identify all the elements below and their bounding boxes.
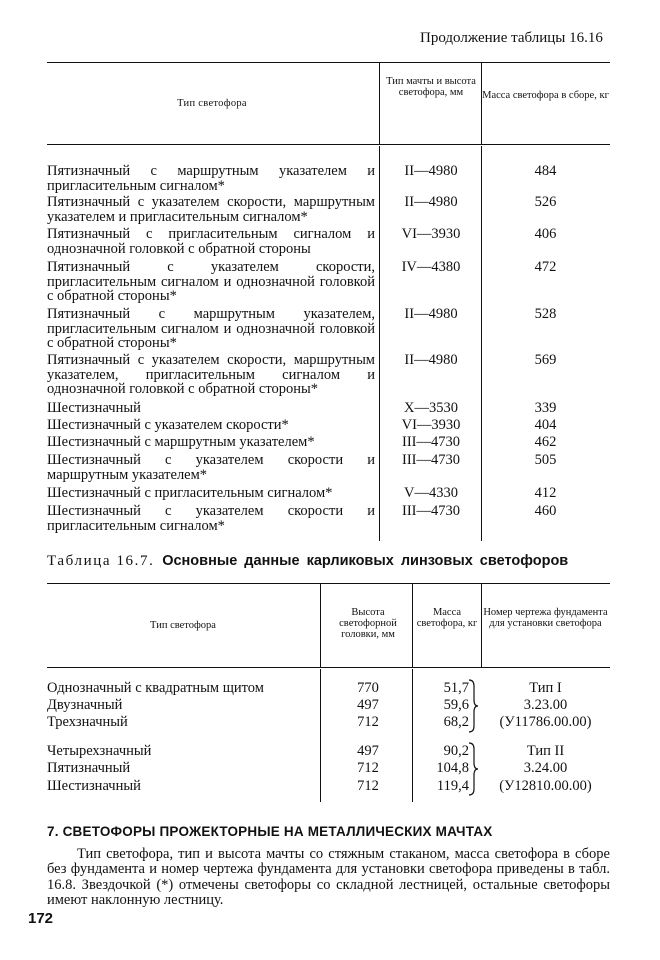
row-mass: 104,8 — [436, 760, 469, 776]
row-type: Шестизначный с указателем скорости* — [47, 417, 289, 433]
row-height: 497 — [357, 743, 379, 759]
row-type: Четырехзначный — [47, 743, 152, 759]
row-type: Пятизначный с маршрутным указателем и пригласительным сигналом* — [47, 163, 375, 194]
header-type: Тип светофора — [177, 98, 247, 109]
row-drawing: Тип I — [529, 680, 562, 696]
row-mass: 460 — [534, 503, 557, 519]
brace-group-2 — [467, 741, 479, 797]
row-mass: 462 — [534, 434, 557, 450]
row-type: Пятизначный с указателем скорости, пригласительным сигналом и однозначной головкой с обратной стороны* — [47, 259, 375, 305]
row-mass: 472 — [534, 259, 557, 275]
row-mass: 406 — [534, 226, 557, 242]
row-mast: V—4330 — [404, 485, 458, 501]
row-type: Шестизначный с пригласительным сигналом* — [47, 485, 333, 501]
row-type: Пятизначный — [47, 760, 131, 776]
row-mass: 68,2 — [443, 714, 469, 730]
row-mast: VI—3930 — [401, 417, 461, 433]
row-mast: X—3530 — [404, 400, 458, 416]
row-height: 712 — [357, 778, 379, 794]
table-header-rule — [47, 667, 610, 668]
row-type: Пятизначный с маршрутным указателем, пригласительным сигналом и однозначной головкой с обратной стороны* — [47, 306, 375, 352]
row-mass: 119,4 — [436, 778, 469, 794]
row-mass: 51,7 — [443, 680, 469, 696]
header-drawing: Номер чертежа фундамента для установки светофора — [483, 607, 608, 629]
row-mass: 528 — [534, 306, 557, 322]
page-number: 172 — [28, 910, 54, 927]
table-row — [47, 743, 610, 761]
column-divider — [379, 146, 380, 541]
row-mass: 412 — [534, 485, 557, 501]
row-mass: 90,2 — [443, 743, 469, 759]
row-mast: III—4730 — [402, 434, 460, 450]
column-divider — [379, 62, 380, 144]
row-drawing: (У12810.00.00) — [499, 778, 592, 794]
header-type: Тип светофора — [150, 620, 216, 631]
table-16-7 — [47, 583, 610, 803]
row-mast: II—4980 — [404, 352, 458, 368]
row-type: Двузначный — [47, 697, 123, 713]
row-type: Однозначный с квадратным щитом — [47, 680, 264, 696]
row-type: Пятизначный с указателем скорости, маршрутным указателем и пригласительным сигналом* — [47, 194, 375, 225]
table-row — [47, 714, 610, 732]
table-row — [47, 697, 610, 715]
row-type: Шестизначный с указателем скорости и пригласительным сигналом* — [47, 503, 375, 534]
row-height: 770 — [357, 680, 379, 696]
row-drawing: 3.24.00 — [523, 760, 568, 776]
row-drawing: Тип II — [526, 743, 565, 759]
row-mass: 569 — [534, 352, 557, 368]
row-height: 712 — [357, 760, 379, 776]
row-mast: IV—4380 — [401, 259, 461, 275]
table-row — [47, 760, 610, 778]
row-height: 497 — [357, 697, 379, 713]
row-mass: 484 — [534, 163, 557, 179]
table-label: Таблица 16.7. — [47, 553, 155, 569]
row-mass: 339 — [534, 400, 557, 416]
header-height: Высота светофорной головки, мм — [339, 607, 397, 640]
row-type: Пятизначный с указателем скорости, маршрутным указателем, пригласительным сигналом и однозначной головкой с обратной стороны* — [47, 352, 375, 398]
table-16-16 — [47, 62, 610, 544]
row-type: Шестизначный — [47, 778, 141, 794]
row-mast: VI—3930 — [401, 226, 461, 242]
column-divider — [481, 62, 482, 144]
column-divider — [320, 583, 321, 667]
row-height: 712 — [357, 714, 379, 730]
row-drawing: 3.23.00 — [523, 697, 568, 713]
row-mast: II—4980 — [404, 194, 458, 210]
table-caption — [47, 553, 568, 570]
continuation-label: Продолжение таблицы 16.16 — [420, 30, 603, 46]
row-mast: III—4730 — [402, 452, 460, 468]
brace-group-1 — [467, 678, 479, 734]
row-type: Шестизначный — [47, 400, 141, 416]
row-mast: II—4980 — [404, 163, 458, 179]
section-paragraph: Тип светофора, тип и высота мачты со стяжным стаканом, масса светофора в сборе без фундамента и номер чертежа фундамента для установки светофора приведены в табл. 16.8. Звездочкой (*) отмечены светофоры со складной лестницей, остальные светофоры имеют наклонную лестницу. — [47, 846, 610, 909]
table-title: Основные данные карликовых линзовых светофоров — [162, 553, 569, 569]
table-header-rule — [47, 144, 610, 145]
row-type: Шестизначный с указателем скорости и маршрутным указателем* — [47, 452, 375, 483]
row-type: Трехзначный — [47, 714, 128, 730]
table-top-rule — [47, 62, 610, 63]
table-row — [47, 680, 610, 698]
row-mass: 526 — [534, 194, 557, 210]
table-row — [47, 778, 610, 796]
row-mass: 404 — [534, 417, 557, 433]
row-mass: 505 — [534, 452, 557, 468]
table-top-rule — [47, 583, 610, 584]
section-heading: 7. СВЕТОФОРЫ ПРОЖЕКТОРНЫЕ НА МЕТАЛЛИЧЕСКИХ МАЧТАХ — [47, 824, 493, 839]
header-mass: Масса светофора в сборе, кг — [482, 90, 609, 101]
row-mass: 59,6 — [443, 697, 469, 713]
header-mast: Тип мачты и высота светофора, мм — [386, 76, 476, 98]
row-type: Шестизначный с маршрутным указателем* — [47, 434, 315, 450]
row-mast: II—4980 — [404, 306, 458, 322]
header-mass: Масса светофора, кг — [416, 607, 478, 629]
row-mast: III—4730 — [402, 503, 460, 519]
row-type: Пятизначный с пригласительным сигналом и однозначной головкой с обратной стороны — [47, 226, 375, 257]
row-drawing: (У11786.00.00) — [499, 714, 592, 730]
